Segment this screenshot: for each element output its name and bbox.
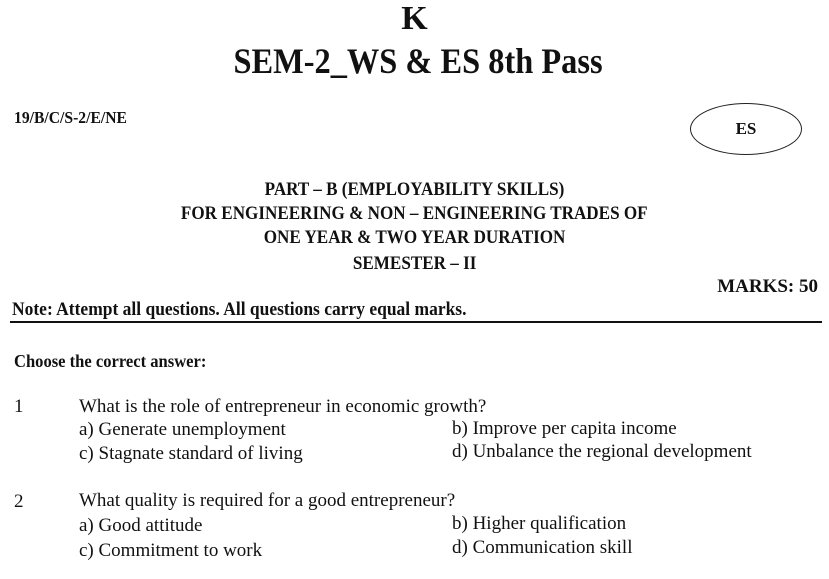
note: Note: Attempt all questions. All questions carry equal marks. bbox=[12, 299, 467, 320]
marks: MARKS: 50 bbox=[717, 276, 818, 297]
option-b: b) Improve per capita income bbox=[452, 418, 677, 439]
heading-semester: SEMESTER – II bbox=[352, 253, 477, 274]
option-a: a) Generate unemployment bbox=[79, 419, 286, 440]
option-d: d) Communication skill bbox=[452, 537, 633, 558]
instruction: Choose the correct answer: bbox=[14, 351, 207, 371]
option-a: a) Good attitude bbox=[79, 515, 203, 536]
es-badge: ES bbox=[690, 103, 802, 155]
option-d: d) Unbalance the regional development bbox=[452, 441, 752, 462]
heading-trades: FOR ENGINEERING & NON – ENGINEERING TRADES OF bbox=[181, 203, 648, 224]
set-code: K bbox=[401, 0, 428, 37]
heading-duration: ONE YEAR & TWO YEAR DURATION bbox=[263, 227, 566, 248]
option-c: c) Stagnate standard of living bbox=[79, 443, 303, 464]
heading-part: PART – B (EMPLOYABILITY SKILLS) bbox=[264, 179, 565, 200]
divider bbox=[10, 321, 822, 323]
question-number: 1 bbox=[14, 396, 24, 417]
question-number: 2 bbox=[14, 491, 24, 512]
option-c: c) Commitment to work bbox=[79, 540, 263, 561]
question-text: What quality is required for a good entrepreneur? bbox=[79, 490, 456, 511]
document-title: SEM-2_WS & ES 8th Pass bbox=[233, 41, 604, 81]
paper-code: 19/B/C/S-2/E/NE bbox=[14, 108, 127, 127]
option-b: b) Higher qualification bbox=[452, 513, 627, 534]
question-text: What is the role of entrepreneur in economic growth? bbox=[79, 396, 487, 417]
